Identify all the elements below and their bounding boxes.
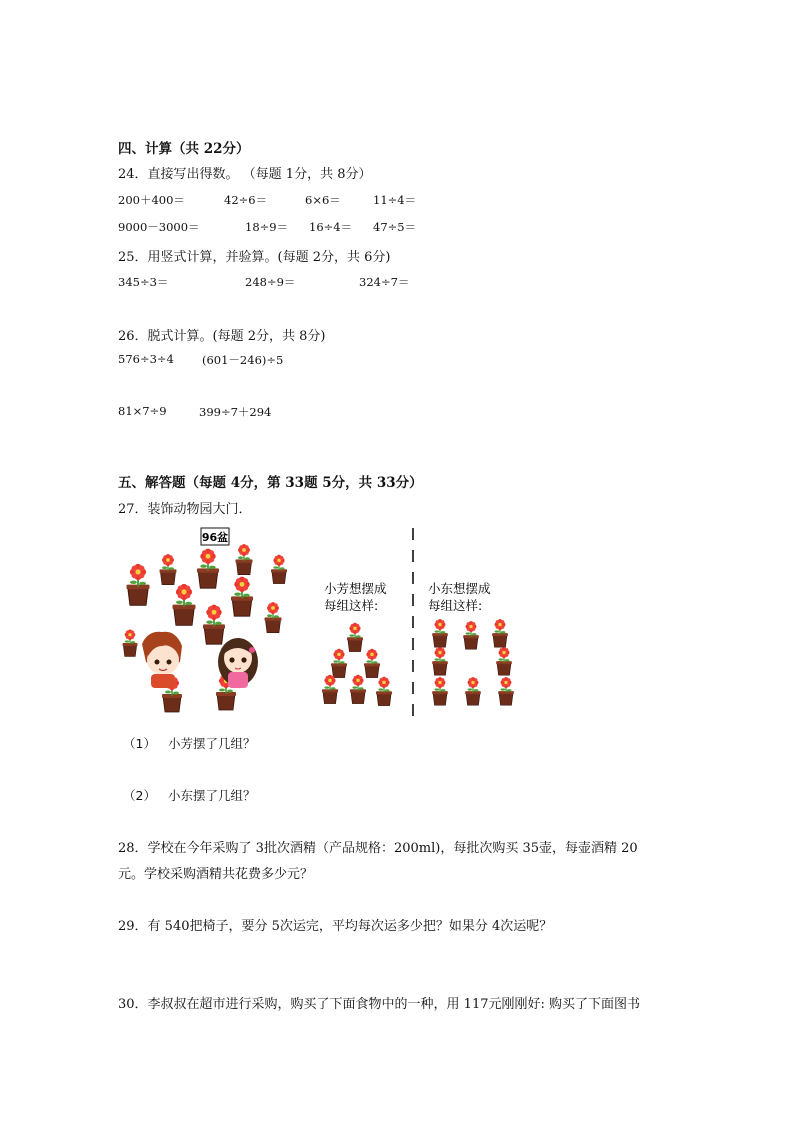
q27-sub2-num: （2） <box>123 788 156 803</box>
q24-item: 42÷6＝ <box>224 193 268 207</box>
xiaodong-caption-line2: 每组这样: <box>428 598 483 613</box>
q24-item: 16÷4＝ <box>309 220 353 234</box>
q27-sub2-text: 小东摆了几组？ <box>168 788 256 803</box>
q26-title: 26．脱式计算。(每题 2分，共 8分) <box>118 329 326 344</box>
flower-pot-group <box>123 544 288 712</box>
section-4-title: 四、计算（共 22分） <box>118 141 250 157</box>
q26-item: (601－246)÷5 <box>202 353 284 367</box>
xiaofang-caption-line1: 小芳想摆成 <box>324 581 387 596</box>
xiaofang-group <box>322 623 392 706</box>
q25-item: 324÷7＝ <box>359 275 410 289</box>
q28-line1: 28．学校在今年采购了 3批次酒精（产品规格：200ml)，每批次购买 35壶，每壶酒精 20 <box>118 841 638 856</box>
q25-item: 248÷9＝ <box>245 275 296 289</box>
q29-text: 29．有 540把椅子，要分 5次运完，平均每次运多少把？如果分 4次运呢？ <box>118 919 553 934</box>
q24-item: 18÷9＝ <box>245 220 289 234</box>
xiaofang-caption-line2: 每组这样: <box>324 598 379 613</box>
flower-pots-figure <box>118 522 538 722</box>
q24-item: 11÷4＝ <box>373 193 417 207</box>
q24-item: 47÷5＝ <box>373 220 417 234</box>
q27-title: 27．装饰动物园大门． <box>118 502 252 517</box>
q25-item: 345÷3＝ <box>118 275 169 289</box>
q24-item: 200＋400＝ <box>118 193 185 207</box>
q26-item: 576÷3÷4 <box>118 352 174 366</box>
q25-title: 25．用竖式计算，并验算。(每题 2分，共 6分) <box>118 250 391 265</box>
xiaodong-group <box>432 619 514 705</box>
q24-title: 24．直接写出得数。 （每题 1分，共 8分） <box>118 167 372 182</box>
total-label: 96盆 <box>201 531 229 544</box>
q24-item: 6×6＝ <box>305 193 341 207</box>
xiaodong-caption-line1: 小东想摆成 <box>428 581 491 596</box>
q27-sub1-text: 小芳摆了几组？ <box>168 736 256 751</box>
q27-sub1-num: （1） <box>123 736 156 751</box>
q30-text: 30．李叔叔在超市进行采购，购买了下面食物中的一种，用 117元刚刚好: 购买了下面图书 <box>118 997 641 1012</box>
flower-pots-illustration <box>118 522 538 722</box>
q26-item: 399÷7＋294 <box>199 405 272 419</box>
q28-line2: 元。学校采购酒精共花费多少元？ <box>118 867 314 882</box>
section-5-title: 五、解答题（每题 4分，第 33题 5分，共 33分） <box>118 475 423 491</box>
q24-item: 9000－3000＝ <box>118 220 200 234</box>
q26-item: 81×7÷9 <box>118 404 167 418</box>
